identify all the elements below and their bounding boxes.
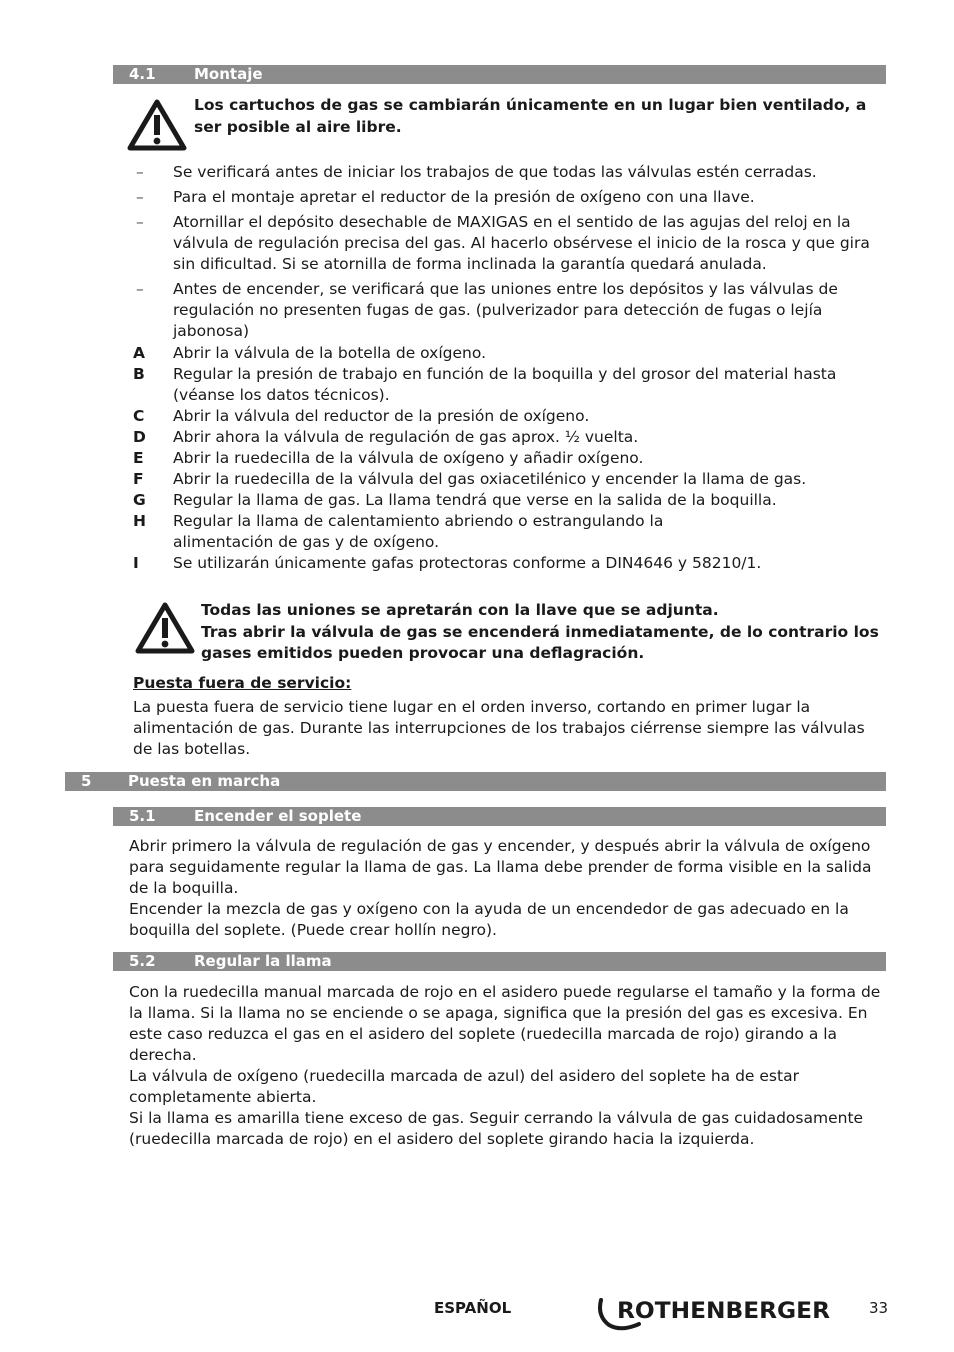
list-letter: F [133,470,144,488]
rothenberger-logo [595,1294,835,1332]
list-marker: – [136,188,144,206]
list-letter: C [133,407,145,425]
list-item-text: Abrir la ruedecilla de la válvula de oxígeno y añadir oxígeno. [173,449,644,467]
list-item-text: Regular la llama de calentamiento abriendo o estrangulando la alimentación de gas y de oxígeno. [173,512,664,551]
list-item [133,469,893,490]
list-item-text: Regular la llama de gas. La llama tendrá que verse en la salida de la boquilla. [173,491,777,509]
list-letter: I [133,554,139,572]
paragraph: Con la ruedecilla manual marcada de rojo en el asidero puede regularse el tamaño y la forma de la llama. Si la llama no se enciende o se apaga, significa que la presión del gas es excesiva. En este caso reduzca el gas en el asidero del soplete (ruedecilla marcada de rojo) girando a la derecha. [129,983,881,1064]
list-item-text: Abrir la válvula de la botella de oxígeno. [173,344,486,362]
list-item [133,511,733,553]
list-item-text: Abrir ahora la válvula de regulación de gas aprox. ½ vuelta. [173,428,639,446]
list-marker: – [136,163,144,181]
section-5-2-body [129,982,891,1150]
shutdown-paragraph: La puesta fuera de servicio tiene lugar en el orden inverso, cortando en primer lugar la alimentación de gas. Durante las interrupciones de los trabajos ciérrense siempre las válvulas de las botellas. [133,698,865,758]
list-item [133,187,893,208]
list-letter: E [133,449,144,467]
list-letter: B [133,365,145,383]
list-item-text: Se utilizarán únicamente gafas protectoras conforme a DIN4646 y 58210/1. [173,554,762,572]
list-item-text: Atornillar el depósito desechable de MAXIGAS en el sentido de las agujas del reloj en la válvula de regulación precisa del gas. Al hacerlo obsérvese el inicio de la rosca y que gira sin dificultad. Si se atornilla de forma inclinada la garantía quedará anulada. [173,213,870,273]
list-letter: A [133,344,145,362]
list-item-text: Se verificará antes de iniciar los trabajos de que todas las válvulas estén cerradas. [173,163,817,181]
section-title: Regular la llama [194,952,332,970]
list-item [133,406,893,427]
list-marker: – [136,213,144,231]
section-heading-4-1 [113,65,886,84]
list-item [133,212,893,275]
warning-triangle-icon [126,98,188,152]
footer-language: ESPAÑOL [434,1299,512,1317]
shutdown-heading: Puesta fuera de servicio: [133,674,352,692]
brand-name: ROTHENBERGER [617,1299,831,1324]
paragraph: La válvula de oxígeno (ruedecilla marcada de azul) del asidero del soplete ha de estar completamente abierta. [129,1067,799,1106]
list-item [133,162,893,183]
section-5-1-body [129,836,889,941]
section-title: Montaje [194,65,263,83]
warning-line: Todas las uniones se apretarán con la llave que se adjunta. [201,601,719,619]
warning-text [201,600,881,665]
list-item-text: Antes de encender, se verificará que las uniones entre los depósitos y las válvulas de regulación no presenten fugas de gas. (pulverizador para detección de fugas o lejía jabonosa) [173,280,838,340]
list-item [133,343,893,364]
section-heading-5 [65,772,886,791]
list-item [133,490,893,511]
section-number: 5.2 [129,952,156,970]
list-item [133,448,893,469]
paragraph: Encender la mezcla de gas y oxígeno con la ayuda de un encendedor de gas adecuado en la boquilla del soplete. (Puede crear hollín negro). [129,900,849,939]
list-letter: H [133,512,146,530]
list-item [133,553,893,574]
list-letter: D [133,428,146,446]
section-number: 5.1 [129,807,156,825]
list-marker: – [136,280,144,298]
warning-text: Los cartuchos de gas se cambiarán únicamente en un lugar bien ventilado, a ser posible al aire libre. [194,96,867,136]
section-number: 5 [81,772,92,790]
warning-line: Tras abrir la válvula de gas se encenderá inmediatamente, de lo contrario los gases emitidos pueden provocar una deflagración. [201,622,879,662]
section-title: Encender el soplete [194,807,362,825]
instruction-list [133,162,893,574]
list-item [133,279,893,342]
section-heading-5-2 [113,952,886,971]
list-item-text: Abrir la ruedecilla de la válvula del gas oxiacetilénico y encender la llama de gas. [173,470,807,488]
section-number: 4.1 [129,65,156,83]
paragraph: Si la llama es amarilla tiene exceso de gas. Seguir cerrando la válvula de gas cuidadosamente (ruedecilla marcada de rojo) en el asidero del soplete girando hacia la izquierda. [129,1109,864,1148]
section-heading-5-1 [113,807,886,826]
list-item-text: Regular la presión de trabajo en función de la boquilla y del grosor del material hasta (véanse los datos técnicos). [173,365,837,404]
list-letter: G [133,491,146,509]
page-number: 33 [869,1299,889,1317]
paragraph: Abrir primero la válvula de regulación de gas y encender, y después abrir la válvula de oxígeno para seguidamente regular la llama de gas. La llama debe prender de forma visible en la salida de la boquilla. [129,837,872,897]
list-item [133,364,893,406]
list-item-text: Para el montaje apretar el reductor de la presión de oxígeno con una llave. [173,188,755,206]
list-item [133,427,893,448]
section-title: Puesta en marcha [128,772,281,790]
warning-triangle-icon [134,601,196,655]
list-item-text: Abrir la válvula del reductor de la presión de oxígeno. [173,407,590,425]
